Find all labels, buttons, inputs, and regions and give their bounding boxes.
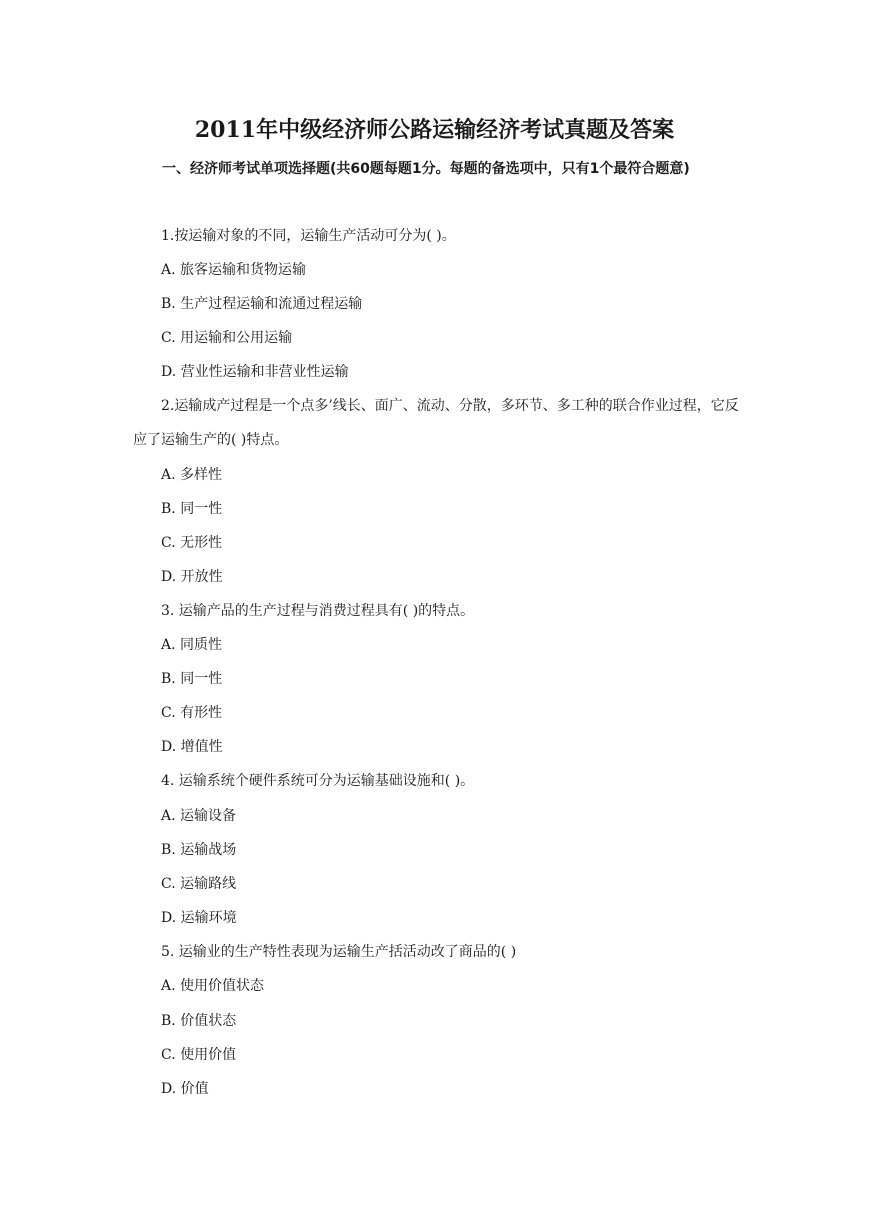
question-stem: 5. 运输业的生产特性表现为运输生产括活动改了商品的( ) <box>161 944 517 960</box>
answer-option: D. 增值性 <box>161 739 223 755</box>
question-stem: 1.按运输对象的不同，运输生产活动可分为( )。 <box>161 228 456 244</box>
question-stem: 4. 运输系统个硬件系统可分为运输基础设施和( )。 <box>161 773 475 789</box>
answer-option: B. 运输战场 <box>161 842 237 858</box>
answer-option: C. 无形性 <box>161 535 223 551</box>
answer-option: C. 运输路线 <box>161 876 237 892</box>
answer-option: B. 同一性 <box>161 501 223 517</box>
document-title: 2011年中级经济师公路运输经济考试真题及答案 <box>194 117 675 143</box>
answer-option: A. 运输设备 <box>161 808 237 824</box>
answer-option: A. 使用价值状态 <box>161 978 265 994</box>
answer-option: D. 营业性运输和非营业性运输 <box>161 364 349 380</box>
question-stem: 3. 运输产品的生产过程与消费过程具有( )的特点。 <box>161 603 475 619</box>
answer-option: A. 多样性 <box>161 467 223 483</box>
answer-option: D. 运输环境 <box>161 910 237 926</box>
answer-option: D. 开放性 <box>161 569 223 585</box>
answer-option: B. 生产过程运输和流通过程运输 <box>161 296 363 312</box>
answer-option: C. 用运输和公用运输 <box>161 330 293 346</box>
answer-option: B. 价值状态 <box>161 1013 237 1029</box>
answer-option: C. 使用价值 <box>161 1047 237 1063</box>
answer-option: D. 价值 <box>161 1081 209 1097</box>
answer-option: B. 同一性 <box>161 671 223 687</box>
answer-option: A. 同质性 <box>161 637 223 653</box>
answer-option: A. 旅客运输和货物运输 <box>161 262 307 278</box>
question-stem: 2.运输成产过程是一个点多’线长、面广、流动、分散，多环节、多工种的联合作业过程，它反应了运输生产的( )特点。 <box>133 398 739 448</box>
answer-option: C. 有形性 <box>161 705 223 721</box>
section-heading: 一、经济师考试单项选择题(共60题每题1分。每题的备选项中，只有1个最符合题意) <box>162 161 690 177</box>
